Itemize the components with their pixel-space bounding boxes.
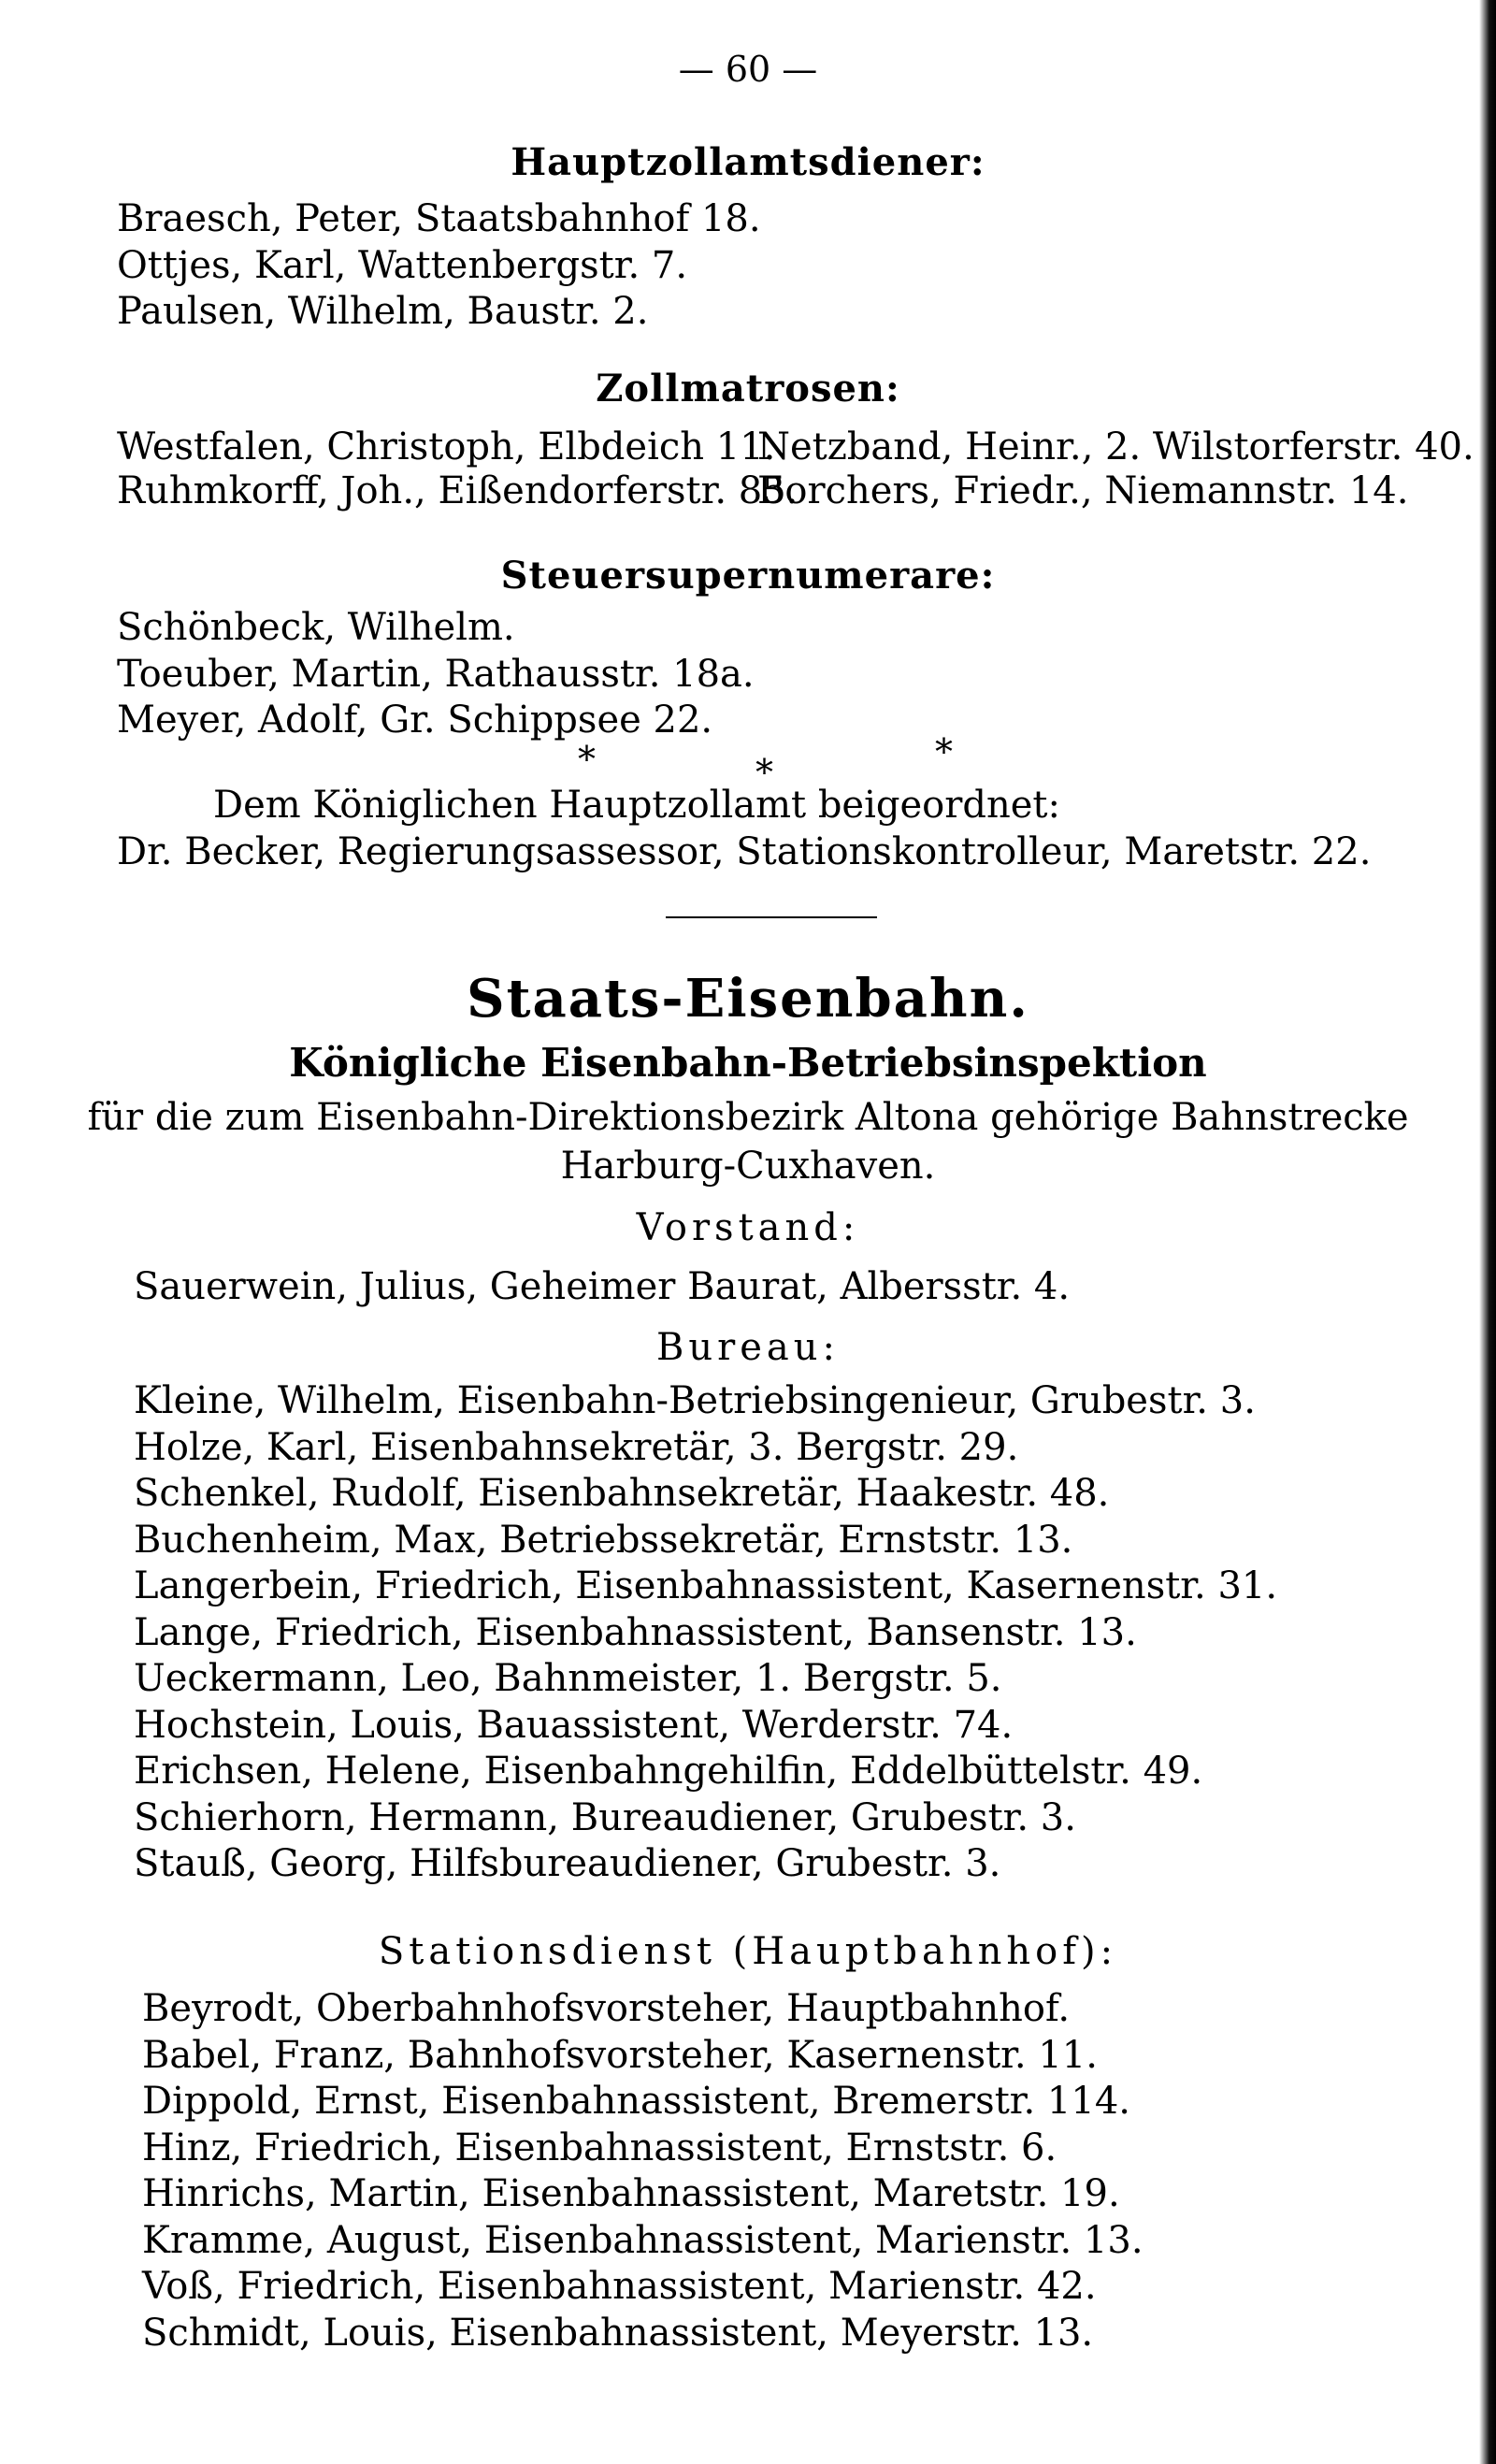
list-item: Toeuber, Martin, Rathausstr. 18a. (117, 652, 755, 696)
asterisk: * (755, 752, 773, 793)
list-item: Westfalen, Christoph, Elbdeich 11. (117, 425, 776, 468)
list-item: Hinrichs, Martin, Eisenbahnassistent, Maretstr. 19. (142, 2172, 1120, 2215)
list-item: Borchers, Friedr., Niemannstr. 14. (757, 469, 1409, 512)
section-heading-stationsdienst: Stationsdienst (Hauptbahnhof): (378, 1930, 1118, 1973)
list-item: Buchenheim, Max, Betriebssekretär, Ernststr. 13. (134, 1518, 1073, 1562)
list-steuersupernumerare (117, 605, 755, 744)
section-heading-vorstand: Vorstand: (636, 1206, 860, 1249)
list-item: Paulsen, Wilhelm, Baustr. 2. (117, 290, 649, 333)
page-number: — 60 — (678, 49, 818, 90)
list-item: Holze, Karl, Eisenbahnsekretär, 3. Bergstr. 29. (134, 1425, 1019, 1469)
list-vorstand (134, 1264, 1070, 1311)
section-heading-steuersupernumerare: Steuersupernumerare: (500, 554, 996, 598)
list-item: Babel, Franz, Bahnhofsvorsteher, Kasernenstr. 11. (142, 2033, 1098, 2077)
list-item: Voß, Friedrich, Eisenbahnassistent, Marienstr. 42. (142, 2265, 1097, 2308)
asterisk: * (578, 739, 596, 780)
section-subtitle: Königliche Eisenbahn-Betriebsinspektion (289, 1040, 1207, 1086)
asterisk: * (935, 731, 953, 772)
list-item: Schmidt, Louis, Eisenbahnassistent, Meyerstr. 13. (142, 2311, 1094, 2355)
list-item: Hinz, Friedrich, Eisenbahnassistent, Ernststr. 6. (142, 2125, 1057, 2169)
list-item: Lange, Friedrich, Eisenbahnassistent, Bansenstr. 13. (134, 1610, 1137, 1654)
list-stationsdienst (142, 1986, 1144, 2356)
list-item: Schierhorn, Hermann, Bureaudiener, Grubestr. 3. (134, 1795, 1076, 1839)
table-row (117, 469, 1426, 513)
list-item: Ruhmkorff, Joh., Eißendorferstr. 85. (117, 469, 798, 512)
list-item: Meyer, Adolf, Gr. Schippsee 22. (117, 699, 713, 742)
list-item: Kramme, August, Eisenbahnassistent, Marienstr. 13. (142, 2218, 1144, 2262)
section-heading-bureau: Bureau: (655, 1326, 841, 1369)
list-item: Braesch, Peter, Staatsbahnhof 18. (117, 197, 761, 240)
list-hauptzollamtsdiener (117, 196, 761, 336)
section-heading-hauptzollamtsdiener: Hauptzollamtsdiener: (511, 140, 985, 184)
list-item: Langerbein, Friedrich, Eisenbahnassistent, Kasernenstr. 31. (134, 1564, 1278, 1607)
list-item: Sauerwein, Julius, Geheimer Baurat, Albersstr. 4. (134, 1265, 1071, 1308)
section-heading-zollmatrosen: Zollmatrosen: (596, 367, 900, 411)
table-row (117, 425, 1474, 469)
list-item: Ueckermann, Leo, Bahnmeister, 1. Bergstr. 5. (134, 1657, 1002, 1700)
list-item: Schönbeck, Wilhelm. (117, 606, 515, 649)
list-item: Dippold, Ernst, Eisenbahnassistent, Bremerstr. 114. (142, 2080, 1130, 2123)
list-item: Ottjes, Karl, Wattenbergstr. 7. (117, 243, 688, 287)
list-item: Schenkel, Rudolf, Eisenbahnsekretär, Haakestr. 48. (134, 1472, 1110, 1515)
list-item: Beyrodt, Oberbahnhofsvorsteher, Hauptbahnhof. (142, 1987, 1071, 2030)
list-item: Hochstein, Louis, Bauassistent, Werderstr. 74. (134, 1703, 1014, 1747)
section-description: Harburg-Cuxhaven. (560, 1145, 936, 1188)
list-item: Kleine, Wilhelm, Eisenbahn-Betriebsingenieur, Grubestr. 3. (134, 1379, 1256, 1422)
beigeordnet-intro: Dem Königlichen Hauptzollamt beigeordnet: (213, 784, 1060, 827)
section-title-staatseisenbahn: Staats-Eisenbahn. (467, 968, 1029, 1030)
section-divider (666, 916, 877, 918)
list-item: Netzband, Heinr., 2. Wilstorferstr. 40. (757, 425, 1474, 468)
asterism (0, 731, 1496, 793)
list-item: Stauß, Georg, Hilfsbureaudiener, Grubestr. 3. (134, 1842, 1001, 1885)
list-zollmatrosen (117, 425, 1474, 513)
page-edge-shadow (1479, 0, 1496, 2464)
beigeordnet-entry: Dr. Becker, Regierungsassessor, Stationskontrolleur, Maretstr. 22. (117, 830, 1372, 873)
section-description: für die zum Eisenbahn-Direktionsbezirk Altona gehörige Bahnstrecke (87, 1096, 1409, 1139)
list-bureau (134, 1378, 1277, 1888)
list-item: Erichsen, Helene, Eisenbahngehilfin, Eddelbüttelstr. 49. (134, 1750, 1203, 1793)
